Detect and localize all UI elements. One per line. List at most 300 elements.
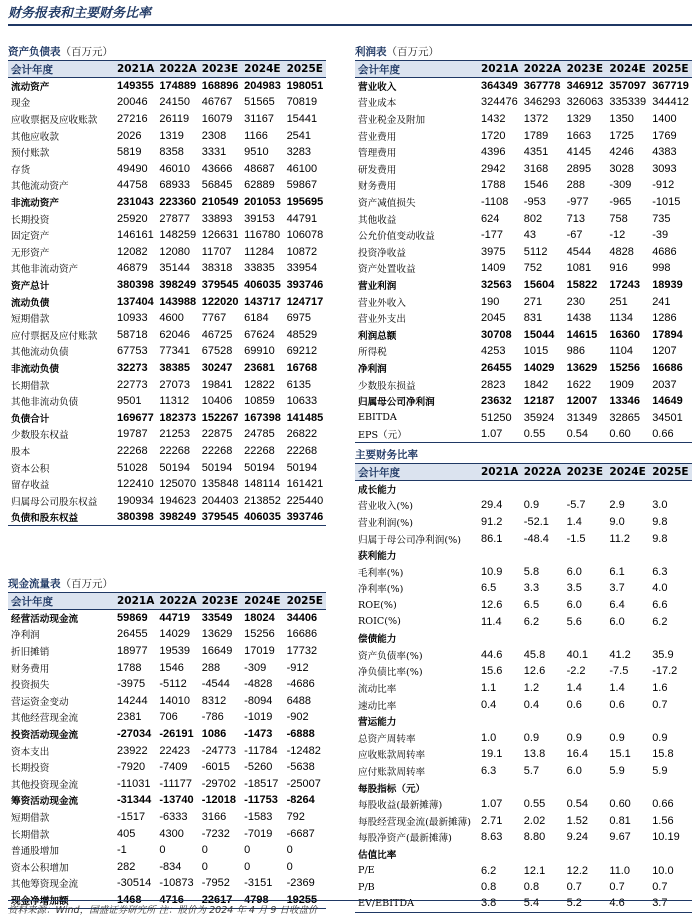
row-label: 营业利润(%) xyxy=(358,518,413,530)
cell-value: 231043 xyxy=(117,196,154,209)
cell-value: 148114 xyxy=(244,478,281,491)
table-row xyxy=(8,277,326,294)
cell-value: 1.2 xyxy=(523,682,540,695)
cell-value: -8264 xyxy=(286,794,315,807)
cell-value xyxy=(649,846,692,863)
cell-value: 3093 xyxy=(652,162,677,175)
cell-value: 14029 xyxy=(523,361,555,374)
cell-value: 0.66 xyxy=(652,428,674,441)
row-label: P/E xyxy=(358,865,375,877)
cell-value: 38385 xyxy=(159,361,190,374)
cell-value xyxy=(521,630,564,647)
cell-value: 0.6 xyxy=(609,698,625,711)
cell-value: 1546 xyxy=(523,179,549,192)
cell-value: 48529 xyxy=(286,328,318,341)
table-row xyxy=(8,875,326,892)
row-label: 现金净增加额 xyxy=(11,895,69,907)
table-row xyxy=(355,746,692,763)
table-row xyxy=(8,643,326,660)
table-row xyxy=(355,879,692,896)
cell-value: 15.8 xyxy=(652,748,674,761)
group-heading-row xyxy=(355,779,692,796)
cell-value: -11177 xyxy=(159,777,193,790)
row-label: 预付账款 xyxy=(11,148,50,160)
cell-value: 14244 xyxy=(117,694,148,707)
row-label: 投资净收益 xyxy=(358,247,406,259)
row-label: 长期投资 xyxy=(11,763,50,775)
table-row xyxy=(355,194,692,211)
cell-value: 46100 xyxy=(286,162,318,175)
cell-value: -12482 xyxy=(286,744,321,757)
cell-value: 1842 xyxy=(523,378,549,391)
cell-value: -1015 xyxy=(652,196,681,209)
row-label: 其他经营现金流 xyxy=(11,713,79,725)
cell-value xyxy=(478,547,521,564)
cell-value xyxy=(521,846,564,863)
cell-value: 15822 xyxy=(566,279,598,292)
cell-value: 1.4 xyxy=(566,682,582,695)
row-label: 少数股东损益 xyxy=(358,380,416,392)
cell-value: 48687 xyxy=(244,162,275,175)
column-header-year: 2022A xyxy=(159,595,197,608)
cell-value: 33954 xyxy=(286,262,318,275)
table-row xyxy=(8,842,326,859)
table-row xyxy=(355,111,692,128)
cell-value: 0 xyxy=(244,844,251,857)
cell-value: 0.9 xyxy=(652,731,668,744)
cell-value: 346912 xyxy=(566,80,604,93)
cell-value: 0.66 xyxy=(652,798,674,811)
cell-value: 0.8 xyxy=(481,881,497,894)
cell-value: 1329 xyxy=(566,113,592,126)
table-row xyxy=(355,293,692,310)
cell-value: 1789 xyxy=(523,129,549,142)
income-statement-title: 利润表（百万元） xyxy=(355,46,439,58)
cell-value: 31167 xyxy=(244,113,274,126)
cell-value: 49490 xyxy=(117,162,148,175)
cell-value: -834 xyxy=(159,860,182,873)
column-header-year: 2023E xyxy=(201,595,239,608)
cell-value: -67 xyxy=(566,229,583,242)
cell-value: 15604 xyxy=(523,279,555,292)
cell-value: 3.5 xyxy=(566,582,582,595)
cell-value: -7920 xyxy=(117,761,146,774)
table-row xyxy=(8,759,326,776)
row-label: 成长能力 xyxy=(358,485,397,497)
cell-value: -6687 xyxy=(286,827,315,840)
column-header-year: 2025E xyxy=(652,466,689,479)
cell-value: 0.7 xyxy=(652,881,668,894)
cell-value: 67528 xyxy=(201,345,233,358)
cell-value: 116780 xyxy=(244,229,281,242)
cell-value: -5.7 xyxy=(566,499,586,512)
cell-value: 4600 xyxy=(159,312,184,325)
cell-value: -786 xyxy=(201,711,224,724)
table-row xyxy=(8,726,326,743)
row-label: 无形资产 xyxy=(11,247,50,259)
table-row xyxy=(355,277,692,294)
row-label: 财务费用 xyxy=(11,663,50,675)
cell-value: 1788 xyxy=(481,179,506,192)
cell-value: 6.2 xyxy=(523,615,540,628)
cell-value: 1725 xyxy=(609,129,634,142)
cell-value: -2369 xyxy=(286,877,315,890)
cell-value: 7767 xyxy=(201,312,227,325)
cell-value: 4544 xyxy=(566,245,592,258)
cell-value: 0 xyxy=(159,844,166,857)
row-label: 资本支出 xyxy=(11,746,50,758)
row-label: 其他非流动资产 xyxy=(11,264,79,276)
cell-value: 6135 xyxy=(286,378,312,391)
cell-value: 4828 xyxy=(609,245,634,258)
table-row xyxy=(355,409,692,426)
cell-value: -17.2 xyxy=(652,665,678,678)
table-row xyxy=(355,597,692,614)
table-row xyxy=(355,177,692,194)
cell-value: -1473 xyxy=(244,728,273,741)
cell-value: -48.4 xyxy=(523,532,549,545)
table-row xyxy=(8,111,326,128)
cell-value: 405 xyxy=(117,827,136,840)
cell-value: 1546 xyxy=(159,661,184,674)
cell-value: 916 xyxy=(609,262,628,275)
cell-value: 19.1 xyxy=(481,748,503,761)
cell-value: 6184 xyxy=(244,312,269,325)
cell-value: 152267 xyxy=(201,411,239,424)
cell-value: 3283 xyxy=(286,146,312,159)
cell-value: 2308 xyxy=(201,129,227,142)
cell-value: 3.8 xyxy=(481,897,497,910)
cell-value: 44791 xyxy=(286,212,318,225)
row-label: 现金 xyxy=(11,98,31,110)
cell-value: 1769 xyxy=(652,129,677,142)
cell-value: 380398 xyxy=(117,279,154,292)
title-divider xyxy=(8,24,692,26)
cell-value: 8312 xyxy=(201,694,227,707)
cell-value: 11707 xyxy=(201,245,232,258)
cell-value: 124717 xyxy=(286,295,324,308)
table-row xyxy=(355,680,692,697)
table-row xyxy=(8,127,326,144)
cell-value: 22268 xyxy=(117,444,148,457)
cell-value: 326063 xyxy=(566,96,604,109)
table-row xyxy=(355,564,692,581)
cell-value: 125070 xyxy=(159,478,197,491)
cell-value: 190934 xyxy=(117,494,154,507)
cell-value: 4686 xyxy=(652,245,677,258)
table-row xyxy=(355,580,692,597)
cell-value: -6333 xyxy=(159,811,188,824)
row-label: 营业外支出 xyxy=(358,314,406,326)
cell-value: -965 xyxy=(609,196,632,209)
cell-value: 367719 xyxy=(652,80,689,93)
row-label: 留存收益 xyxy=(11,480,50,492)
cell-value: 182373 xyxy=(159,411,197,424)
cell-value: 0.55 xyxy=(523,798,546,811)
table-row xyxy=(8,94,326,111)
cell-value: 141485 xyxy=(286,411,324,424)
row-label: 折旧摊销 xyxy=(11,647,50,659)
row-label: 总资产周转率 xyxy=(358,733,416,745)
group-heading-row xyxy=(355,846,692,863)
cell-value: -24773 xyxy=(201,744,237,757)
cell-value: 8.63 xyxy=(481,831,503,844)
table-row xyxy=(8,459,326,476)
cell-value: 68933 xyxy=(159,179,190,192)
table-row xyxy=(8,260,326,277)
row-label: 净利率(%) xyxy=(358,584,404,596)
cell-value: 12080 xyxy=(159,245,190,258)
row-label: 普通股增加 xyxy=(11,846,59,858)
cell-value: 40.1 xyxy=(566,648,589,661)
cell-value: 4396 xyxy=(481,146,506,159)
table-row xyxy=(355,244,692,261)
row-label: 营业税金及附加 xyxy=(358,115,426,127)
cell-value: 1720 xyxy=(481,129,506,142)
cell-value: 6.0 xyxy=(566,764,582,777)
table-row xyxy=(355,613,692,630)
cell-value: 4246 xyxy=(609,146,634,159)
table-row xyxy=(355,343,692,360)
cell-value: 0.54 xyxy=(566,428,589,441)
cell-value: 33893 xyxy=(201,212,233,225)
cell-value: 3028 xyxy=(609,162,634,175)
cell-value: 12007 xyxy=(566,395,598,408)
cell-value: 91.2 xyxy=(481,516,503,529)
cell-value: 10633 xyxy=(286,395,318,408)
cell-value: 161421 xyxy=(286,478,324,491)
row-label: 每股经营现金流(最新摊薄) xyxy=(358,816,472,828)
cell-value: 39153 xyxy=(244,212,275,225)
cell-value: 69212 xyxy=(286,345,318,358)
cell-value: 4300 xyxy=(159,827,184,840)
cell-value: 802 xyxy=(523,212,543,225)
column-header-year: 2025E xyxy=(286,63,323,76)
cell-value: 146161 xyxy=(117,229,154,242)
cell-value: 26119 xyxy=(159,113,190,126)
cell-value: -13740 xyxy=(159,794,194,807)
cell-value: 10933 xyxy=(117,312,148,325)
row-label: 存货 xyxy=(11,164,31,176)
cell-value xyxy=(564,779,607,796)
cell-value: 26822 xyxy=(286,428,318,441)
cell-value: 2026 xyxy=(117,129,142,142)
cell-value: 758 xyxy=(609,212,628,225)
cell-value: 4.0 xyxy=(652,582,668,595)
row-label: 固定资产 xyxy=(11,231,50,243)
table-row xyxy=(8,693,326,710)
cell-value: 33835 xyxy=(244,262,275,275)
cell-value: -4686 xyxy=(286,678,315,691)
cell-value: 0.60 xyxy=(609,428,631,441)
cell-value: 406035 xyxy=(244,511,281,524)
cell-value: 204403 xyxy=(201,494,239,507)
balance-sheet-panel xyxy=(8,44,326,526)
cell-value: 6.0 xyxy=(566,599,582,612)
cell-value: 17732 xyxy=(286,645,318,658)
cell-value: 35.9 xyxy=(652,648,674,661)
cell-value: 3975 xyxy=(481,245,506,258)
cell-value xyxy=(606,547,649,564)
cell-value: 195695 xyxy=(286,196,324,209)
cell-value: 23632 xyxy=(481,395,512,408)
cell-value xyxy=(564,846,607,863)
cell-value: -6015 xyxy=(201,761,230,774)
cell-value: 22773 xyxy=(117,378,148,391)
cell-value: -309 xyxy=(244,661,267,674)
row-label: 管理费用 xyxy=(358,148,397,160)
row-label: 投资活动现金流 xyxy=(11,730,79,742)
cell-value: -26191 xyxy=(159,728,194,741)
cell-value: 230 xyxy=(566,295,585,308)
table-row xyxy=(8,776,326,793)
row-label: 流动资产 xyxy=(11,82,50,94)
cell-value: 12822 xyxy=(244,378,275,391)
cell-value: 2.71 xyxy=(481,814,503,827)
row-label: 估值比率 xyxy=(358,849,397,861)
cell-value: 6.3 xyxy=(652,565,668,578)
cell-value: -30514 xyxy=(117,877,152,890)
row-label: 净利润 xyxy=(11,630,40,642)
row-label: 营业收入 xyxy=(358,82,397,94)
cell-value: 6.2 xyxy=(652,615,668,628)
cell-value: 174889 xyxy=(159,80,197,93)
cell-value: 0.9 xyxy=(523,499,540,512)
table-row xyxy=(355,393,692,410)
cell-value: 14010 xyxy=(159,694,190,707)
cell-value: 792 xyxy=(286,811,305,824)
cell-value: -2.2 xyxy=(566,665,586,678)
table-row xyxy=(355,78,692,95)
row-label: 负债合计 xyxy=(11,413,50,425)
cell-value: -1517 xyxy=(117,811,146,824)
cell-value: 0.7 xyxy=(652,698,668,711)
table-row xyxy=(355,730,692,747)
row-label: 少数股东权益 xyxy=(11,430,69,442)
cell-value: 86.1 xyxy=(481,532,503,545)
column-header-year: 2025E xyxy=(652,63,689,76)
cell-value: 45.8 xyxy=(523,648,546,661)
row-label: EBITDA xyxy=(358,412,397,424)
column-header-year: 2022A xyxy=(159,63,197,76)
cell-value: 201053 xyxy=(244,196,281,209)
cell-value: -1583 xyxy=(244,811,273,824)
column-header-year: 2023E xyxy=(566,63,603,76)
row-label: P/B xyxy=(358,881,375,893)
cell-value: -7952 xyxy=(201,877,230,890)
cell-value: 6.6 xyxy=(652,599,668,612)
column-header-year: 2024E xyxy=(244,63,281,76)
table-row xyxy=(8,809,326,826)
table-row xyxy=(355,696,692,713)
cell-value: 1.6 xyxy=(652,682,668,695)
cell-value: 25920 xyxy=(117,212,148,225)
cell-value: 9.8 xyxy=(652,516,668,529)
cell-value: 0 xyxy=(201,860,208,873)
ratios-table xyxy=(355,464,692,913)
cell-value: 190 xyxy=(481,295,500,308)
cash-flow-title: 现金流量表（百万元） xyxy=(8,578,113,590)
cell-value: -11784 xyxy=(244,744,278,757)
cell-value: -5112 xyxy=(159,678,187,691)
header-row xyxy=(355,464,692,481)
cell-value: 1.07 xyxy=(481,798,503,811)
cell-value: 986 xyxy=(566,345,585,358)
cell-value: 12082 xyxy=(117,245,148,258)
cell-value: -902 xyxy=(286,711,309,724)
cell-value: -912 xyxy=(286,661,309,674)
cell-value: 0.54 xyxy=(566,798,589,811)
cell-value: -7409 xyxy=(159,761,188,774)
cell-value: 3.7 xyxy=(609,582,625,595)
cell-value: -953 xyxy=(523,196,546,209)
cell-value: 148259 xyxy=(159,229,197,242)
cell-value xyxy=(606,713,649,730)
cell-value: 11284 xyxy=(244,245,274,258)
table-row xyxy=(355,862,692,879)
cell-value: 31349 xyxy=(566,411,598,424)
table-row xyxy=(355,647,692,664)
cell-value: 0.4 xyxy=(481,698,497,711)
cell-value: 12.2 xyxy=(566,864,589,877)
cell-value: 2045 xyxy=(481,312,506,325)
cell-value: 1.0 xyxy=(481,731,497,744)
cell-value: 2823 xyxy=(481,378,506,391)
cell-value: 357097 xyxy=(609,80,647,93)
cell-value: 14615 xyxy=(566,328,598,341)
column-header-year: 2023E xyxy=(201,63,239,76)
row-label: 流动比率 xyxy=(358,684,397,696)
row-label: 每股净资产(最新摊薄) xyxy=(358,833,452,845)
cell-value: 6.2 xyxy=(481,864,497,877)
cell-value xyxy=(649,630,692,647)
cell-value: 122020 xyxy=(201,295,239,308)
cell-value: 41.2 xyxy=(609,648,631,661)
cell-value: 198051 xyxy=(286,80,324,93)
cell-value xyxy=(606,481,649,498)
cell-value: 713 xyxy=(566,212,585,225)
cell-value: 8.80 xyxy=(523,831,546,844)
cell-value: 0.9 xyxy=(523,731,540,744)
column-header-year: 2022A xyxy=(523,466,562,479)
cell-value xyxy=(478,481,521,498)
cell-value: 1286 xyxy=(652,312,677,325)
cell-value: 0.9 xyxy=(609,731,625,744)
cell-value: 22268 xyxy=(286,444,318,457)
cell-value: 16.4 xyxy=(566,748,589,761)
table-row xyxy=(8,227,326,244)
column-header-year: 2024E xyxy=(609,466,646,479)
cell-value: 15.6 xyxy=(481,665,503,678)
cell-value: 1319 xyxy=(159,129,184,142)
row-label: 流动负债 xyxy=(11,297,50,309)
cell-value: 364349 xyxy=(481,80,518,93)
cell-value: 22875 xyxy=(201,428,233,441)
row-label: ROIC(%) xyxy=(358,616,401,628)
cell-value: 379545 xyxy=(201,279,239,292)
cell-value: -27034 xyxy=(117,728,152,741)
cell-value: -31344 xyxy=(117,794,152,807)
cell-value: 50194 xyxy=(159,461,190,474)
cell-value: 194623 xyxy=(159,494,197,507)
cell-value: -5260 xyxy=(244,761,273,774)
cell-value: 5112 xyxy=(523,245,548,258)
cell-value: 380398 xyxy=(117,511,154,524)
cell-value: 18939 xyxy=(652,279,683,292)
cell-value: -39 xyxy=(652,229,669,242)
cell-value: 6975 xyxy=(286,312,312,325)
table-row xyxy=(8,78,326,95)
